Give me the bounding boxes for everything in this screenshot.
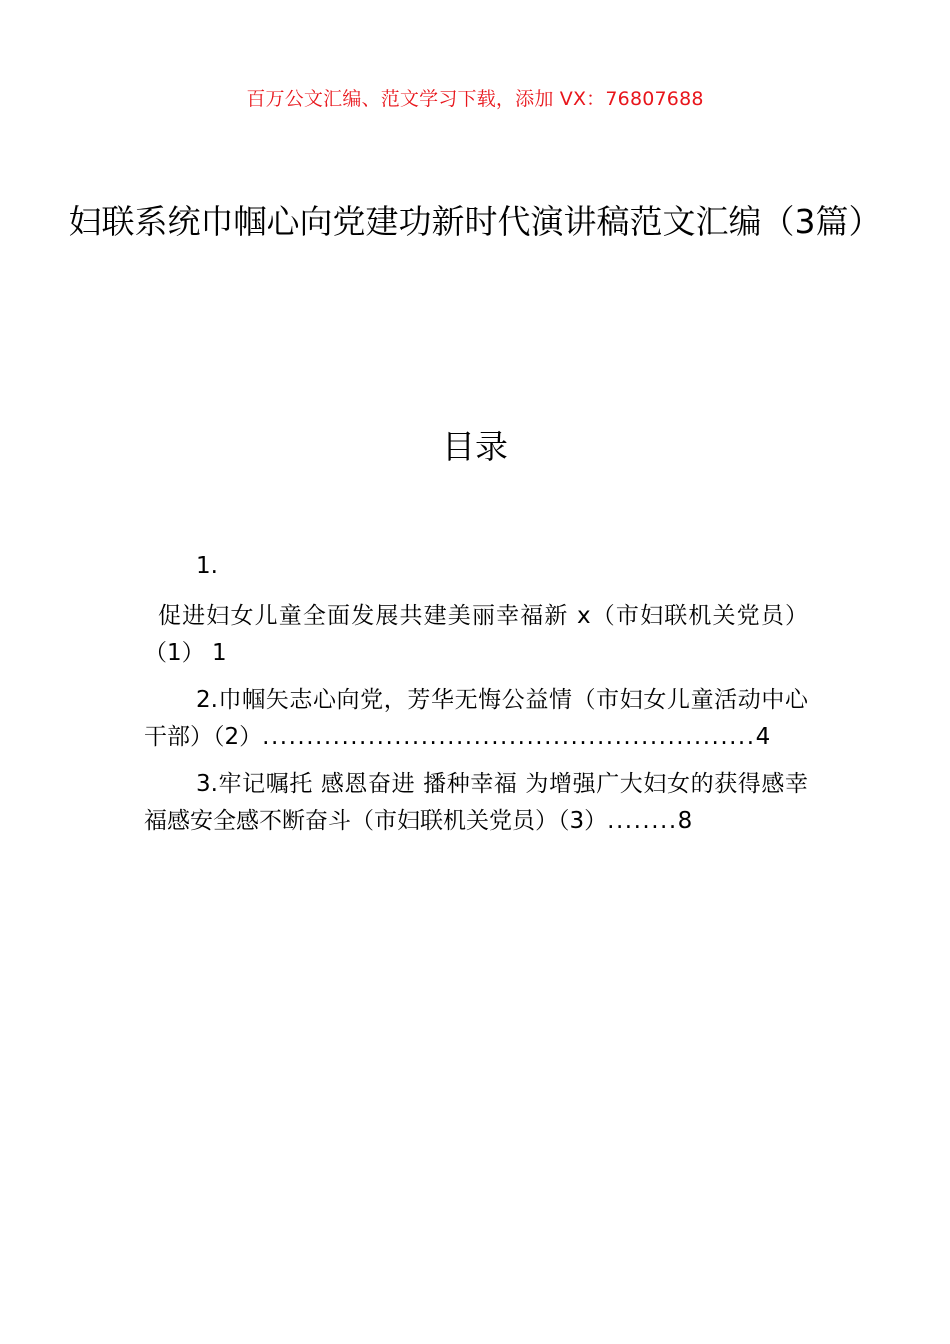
toc-leader-dots: ........ bbox=[607, 808, 678, 834]
toc-page-number: 8 bbox=[677, 808, 693, 834]
toc-entry-text: 2.巾帼矢志心向党，芳华无悔公益情（市妇女儿童活动中心干部）（2） bbox=[144, 687, 808, 750]
table-of-contents bbox=[144, 548, 808, 850]
toc-leader-dots: ........................................................ bbox=[262, 724, 756, 750]
toc-entry-text: 3.牢记嘱托 感恩奋进 播种幸福 为增强广大妇女的获得感幸福感安全感不断奋斗（市妇联机关党员）（3） bbox=[144, 771, 808, 834]
toc-entry-3[interactable] bbox=[144, 766, 808, 840]
toc-entry-2[interactable] bbox=[144, 682, 808, 756]
document-title: 妇联系统巾帼心向党建功新时代演讲稿范文汇编（3篇） bbox=[68, 202, 882, 241]
toc-heading: 目录 bbox=[442, 427, 508, 466]
toc-entry-1[interactable] bbox=[144, 598, 808, 672]
toc-entry-text: 促进妇女儿童全面发展共建美丽幸福新 x（市妇联机关党员）（1） 1 bbox=[144, 603, 808, 666]
toc-entry-number: 1. bbox=[196, 553, 218, 579]
header-banner: 百万公文汇编、范文学习下载，添加 VX：76807688 bbox=[246, 88, 704, 110]
toc-page-number: 4 bbox=[755, 724, 771, 750]
